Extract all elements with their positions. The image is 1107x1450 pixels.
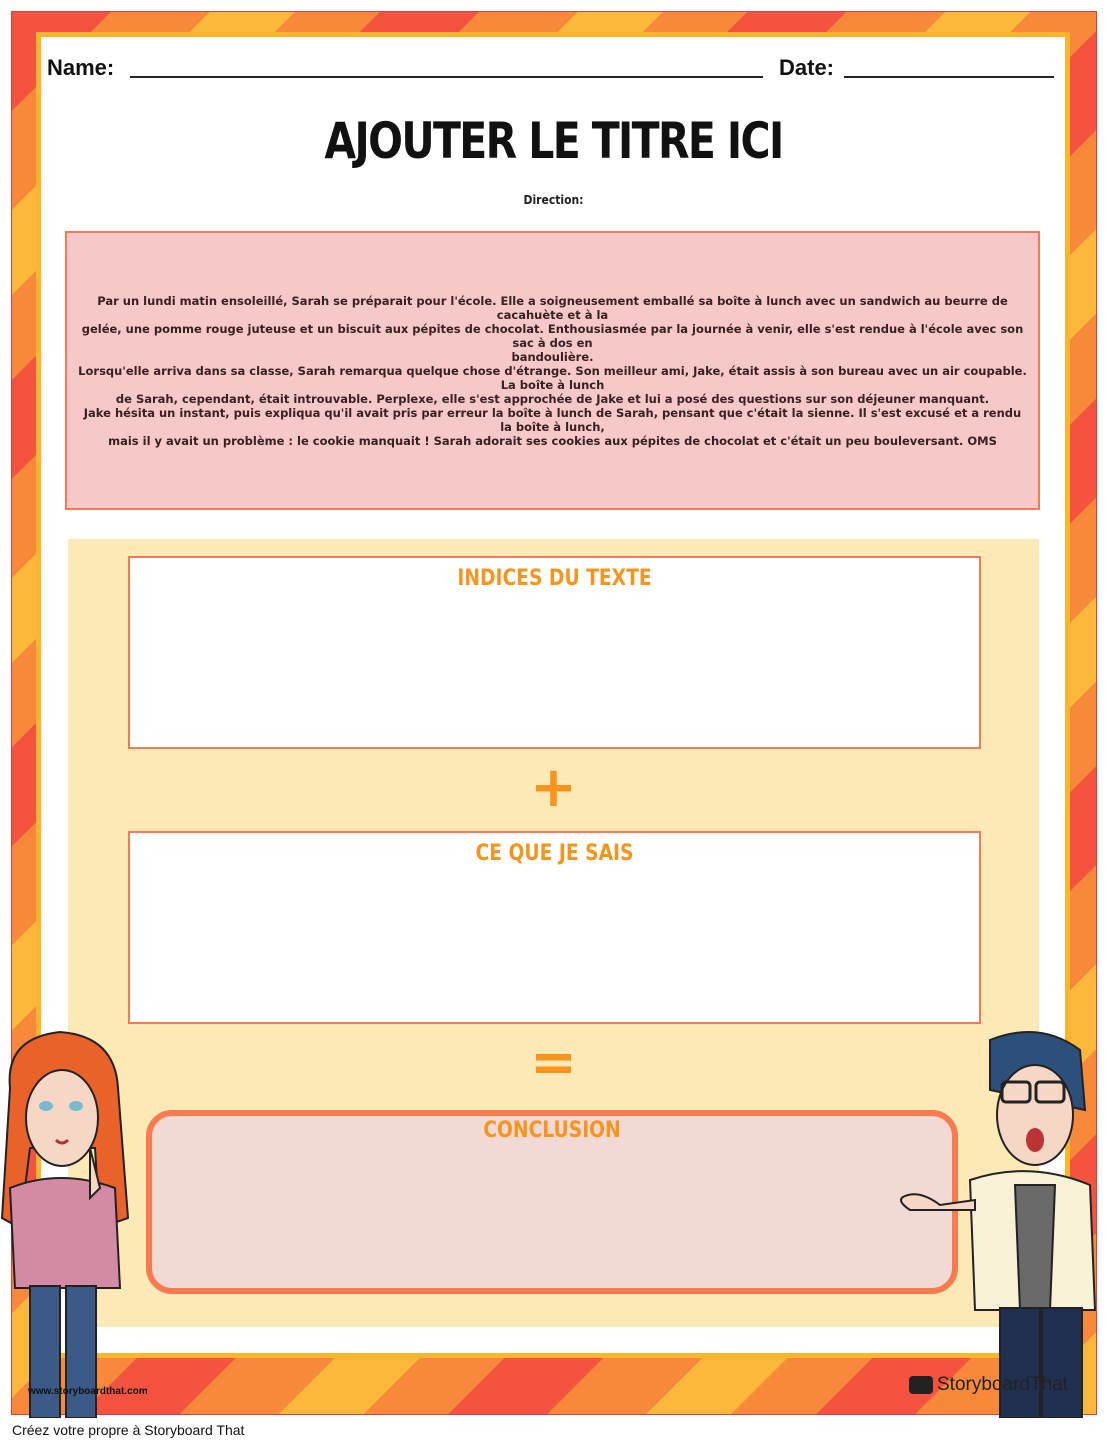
date-label: Date: xyxy=(779,55,835,80)
direction-label[interactable]: Direction: xyxy=(523,193,584,207)
storyboard-url[interactable]: www.storyboardthat.com xyxy=(28,1386,148,1397)
equals-icon: = xyxy=(530,1030,577,1095)
text-clues-heading: INDICES DU TEXTE xyxy=(457,566,652,591)
boy-character-icon xyxy=(890,1020,1100,1418)
name-line[interactable] xyxy=(130,76,763,78)
plus-icon: + xyxy=(530,755,577,820)
story-passage-box[interactable] xyxy=(65,231,1040,510)
logo-text: StoryboardThat xyxy=(937,1374,1068,1395)
conclusion-heading: CONCLUSION xyxy=(483,1118,621,1143)
footer-caption[interactable]: Créez votre propre à Storyboard That xyxy=(12,1422,245,1438)
girl-character-icon xyxy=(0,1028,135,1418)
date-line[interactable] xyxy=(844,76,1054,78)
what-i-know-heading: CE QUE JE SAIS xyxy=(475,841,634,866)
speech-bubble-icon xyxy=(909,1376,933,1394)
story-passage-text: Par un lundi matin ensoleillé, Sarah se préparait pour l'école. Elle a soigneusement emballé sa boîte à lunch avec un sandwich au beurre de cacahuète et à la gelée, une pomme rouge juteuse et un biscuit aux pépites de chocolat. Enthousiasmée par la journée à venir, elle s'est rendue à l'école avec son sac à dos en bandoulière. Lorsqu'elle arriva dans sa classe, Sarah remarqua quelque chose d'étrange. Son meilleur ami, Jake, était assis à son bureau avec un air coupable. La boîte à lunch de Sarah, cependant, était introuvable. Perplexe, elle s'est approchée de Jake et lui a posé des questions sur son déjeuner manquant. Jake hésita un instant, puis expliqua qu'il avait pris par erreur la boîte à lunch de Sarah, pensant que c'était la sienne. Il s'est excusé et a rendu la boîte à lunch, mais il y avait un problème : le cookie manquait ! Sarah adorait ses cookies aux pépites de chocolat et c'était un peu bouleversant. OMS xyxy=(78,293,1027,448)
what-i-know-box[interactable] xyxy=(128,831,981,1024)
page-title[interactable]: AJOUTER LE TITRE ICI xyxy=(324,112,783,170)
name-label: Name: xyxy=(47,55,115,80)
storyboardthat-logo[interactable] xyxy=(909,1374,1068,1396)
text-clues-box[interactable] xyxy=(128,556,981,749)
conclusion-box[interactable] xyxy=(146,1110,958,1294)
